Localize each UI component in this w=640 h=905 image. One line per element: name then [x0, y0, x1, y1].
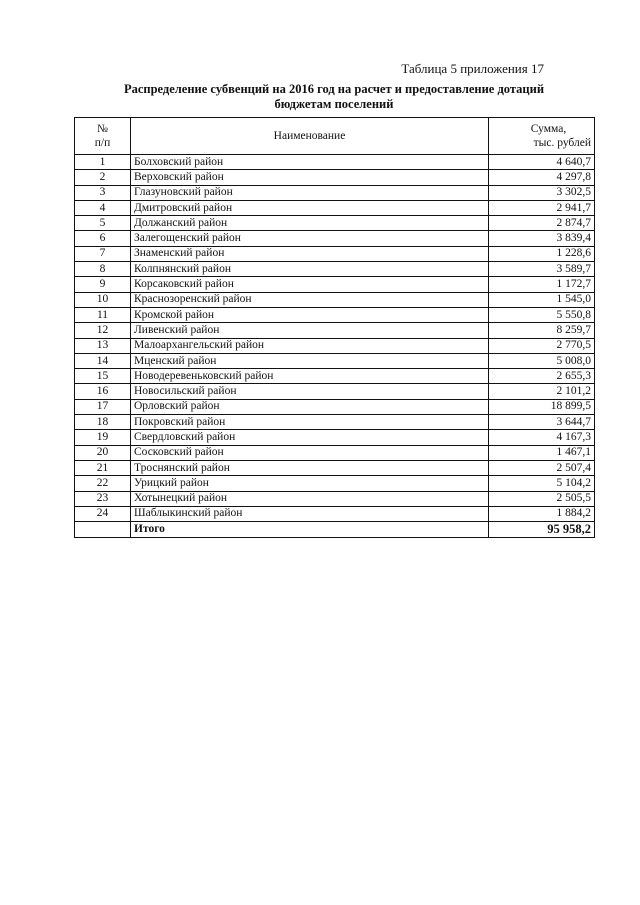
document-title-line-2: бюджетам поселений: [274, 97, 394, 111]
number-cell: 22: [75, 476, 131, 491]
total-sum-cell: 95 958,2: [489, 522, 595, 538]
sum-cell: 2 941,7: [489, 200, 595, 215]
column-header-sum-line-2: тыс. рублей: [533, 137, 591, 149]
sum-cell: 8 259,7: [489, 323, 595, 338]
table-row: [75, 292, 595, 307]
table-total-row: [75, 522, 595, 538]
sum-cell: 3 644,7: [489, 415, 595, 430]
name-cell: Болховский район: [131, 155, 489, 170]
name-cell: Должанский район: [131, 216, 489, 231]
sum-cell: 4 640,7: [489, 155, 595, 170]
table-header-row: [75, 118, 595, 155]
table-row: [75, 216, 595, 231]
table-row: [75, 369, 595, 384]
name-cell: Новодеревеньковский район: [131, 369, 489, 384]
column-header-number-line-2: п/п: [94, 137, 111, 149]
sum-cell: 1 172,7: [489, 277, 595, 292]
number-cell: 17: [75, 399, 131, 414]
name-cell: Глазуновский район: [131, 185, 489, 200]
name-cell: Знаменский район: [131, 246, 489, 261]
sum-cell: 5 008,0: [489, 353, 595, 368]
number-cell: 3: [75, 185, 131, 200]
name-cell: Ливенский район: [131, 323, 489, 338]
sum-cell: 3 589,7: [489, 262, 595, 277]
number-cell: 15: [75, 369, 131, 384]
total-label-cell: Итого: [131, 522, 489, 538]
sum-cell: 3 839,4: [489, 231, 595, 246]
sum-cell: 4 297,8: [489, 170, 595, 185]
table-row: [75, 384, 595, 399]
name-cell: Залегощенский район: [131, 231, 489, 246]
column-header-number-line-1: №: [97, 123, 108, 135]
column-header-number: [75, 118, 131, 155]
number-cell: 11: [75, 307, 131, 322]
table-row: [75, 460, 595, 475]
table-row: [75, 170, 595, 185]
sum-cell: 5 550,8: [489, 307, 595, 322]
name-cell: Дмитровский район: [131, 200, 489, 215]
column-header-name: Наименование: [131, 118, 489, 155]
name-cell: Корсаковский район: [131, 277, 489, 292]
table-row: [75, 262, 595, 277]
sum-cell: 2 507,4: [489, 460, 595, 475]
table-row: [75, 155, 595, 170]
document-title-line-1: Распределение субвенций на 2016 год на расчет и предоставление дотаций: [123, 82, 545, 96]
number-cell: 6: [75, 231, 131, 246]
number-cell: 23: [75, 491, 131, 506]
column-header-sum: [489, 118, 595, 155]
sum-cell: 3 302,5: [489, 185, 595, 200]
table-row: [75, 277, 595, 292]
sum-cell: 1 467,1: [489, 445, 595, 460]
sum-cell: 2 770,5: [489, 338, 595, 353]
table-row: [75, 323, 595, 338]
table-row: [75, 491, 595, 506]
number-cell: 9: [75, 277, 131, 292]
name-cell: Шаблыкинский район: [131, 506, 489, 521]
name-cell: Орловский район: [131, 399, 489, 414]
number-cell: 24: [75, 506, 131, 521]
number-cell: 18: [75, 415, 131, 430]
name-cell: Малоархангельский район: [131, 338, 489, 353]
table-row: [75, 307, 595, 322]
name-cell: Верховский район: [131, 170, 489, 185]
sum-cell: 4 167,3: [489, 430, 595, 445]
sum-cell: 2 655,3: [489, 369, 595, 384]
number-cell: 20: [75, 445, 131, 460]
sum-cell: 2 505,5: [489, 491, 595, 506]
name-cell: Покровский район: [131, 415, 489, 430]
document-title: [74, 82, 594, 112]
number-cell: 5: [75, 216, 131, 231]
number-cell: 10: [75, 292, 131, 307]
number-cell: 13: [75, 338, 131, 353]
number-cell: 1: [75, 155, 131, 170]
name-cell: Урицкий район: [131, 476, 489, 491]
number-cell: 8: [75, 262, 131, 277]
sum-cell: 1 545,0: [489, 292, 595, 307]
number-cell: 7: [75, 246, 131, 261]
table-row: [75, 506, 595, 521]
subventions-table: [74, 117, 595, 538]
table-row: [75, 415, 595, 430]
column-header-sum-line-1: Сумма,: [530, 123, 567, 135]
total-number-cell: [75, 522, 131, 538]
name-cell: Кромской район: [131, 307, 489, 322]
number-cell: 19: [75, 430, 131, 445]
table-row: [75, 185, 595, 200]
number-cell: 14: [75, 353, 131, 368]
table-row: [75, 338, 595, 353]
table-caption: Таблица 5 приложения 17: [401, 61, 544, 76]
table-row: [75, 430, 595, 445]
table-row: [75, 231, 595, 246]
table-row: [75, 353, 595, 368]
sum-cell: 2 101,2: [489, 384, 595, 399]
name-cell: Троснянский район: [131, 460, 489, 475]
number-cell: 12: [75, 323, 131, 338]
name-cell: Краснозоренский район: [131, 292, 489, 307]
number-cell: 21: [75, 460, 131, 475]
name-cell: Мценский район: [131, 353, 489, 368]
table-row: [75, 445, 595, 460]
name-cell: Колпнянский район: [131, 262, 489, 277]
sum-cell: 5 104,2: [489, 476, 595, 491]
name-cell: Новосильский район: [131, 384, 489, 399]
number-cell: 2: [75, 170, 131, 185]
name-cell: Сосковский район: [131, 445, 489, 460]
sum-cell: 1 228,6: [489, 246, 595, 261]
name-cell: Хотынецкий район: [131, 491, 489, 506]
table-row: [75, 246, 595, 261]
sum-cell: 2 874,7: [489, 216, 595, 231]
sum-cell: 18 899,5: [489, 399, 595, 414]
table-row: [75, 399, 595, 414]
number-cell: 4: [75, 200, 131, 215]
table-row: [75, 200, 595, 215]
sum-cell: 1 884,2: [489, 506, 595, 521]
number-cell: 16: [75, 384, 131, 399]
name-cell: Свердловский район: [131, 430, 489, 445]
table-row: [75, 476, 595, 491]
